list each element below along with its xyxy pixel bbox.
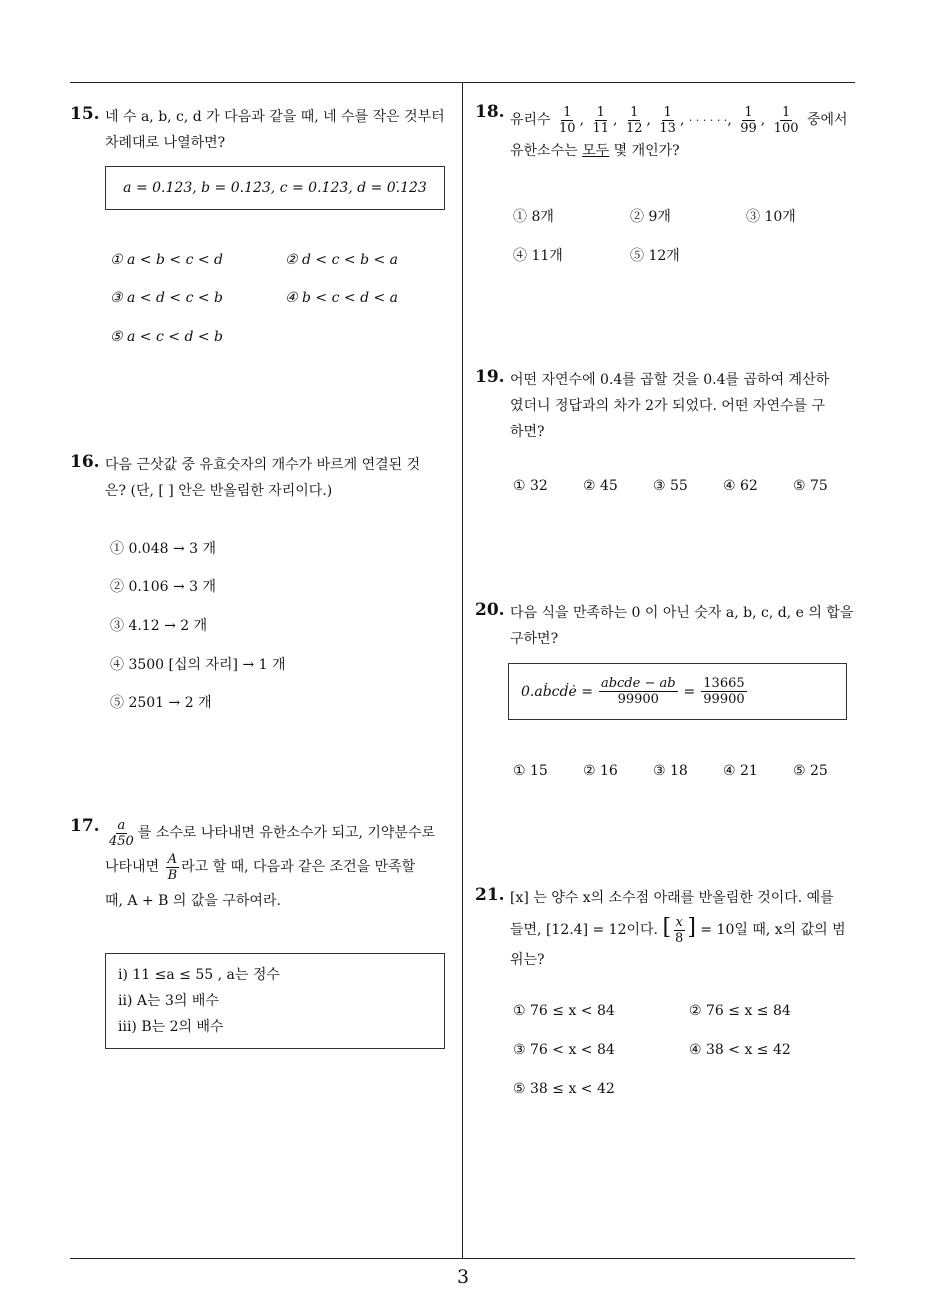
question-number: 18. xyxy=(475,102,505,122)
question-17 xyxy=(70,816,455,1056)
fraction-x-over-8: $\frac{x}{8}$ xyxy=(675,914,684,946)
column-divider xyxy=(462,83,463,1258)
question-number: 16. xyxy=(70,452,100,472)
option-2[interactable]: ② 45 xyxy=(583,478,618,494)
question-20 xyxy=(475,600,860,790)
question-text xyxy=(510,367,829,445)
question-text-line: 네 수 a, b, c, d 가 다음과 같을 때, 네 수를 작은 것부터 xyxy=(105,109,445,125)
given-values-box xyxy=(105,166,445,210)
option-3[interactable]: ③ 18 xyxy=(653,763,688,779)
option-1[interactable]: ① 76 ≤ x < 84 xyxy=(513,1003,615,1019)
option-5[interactable]: ⑤ a < c < d < b xyxy=(110,329,224,345)
option-3[interactable]: ③ 10개 xyxy=(746,209,796,225)
question-text xyxy=(105,452,420,504)
option-1[interactable]: ① a < b < c < d xyxy=(110,252,224,268)
question-text-line: 유한소수는 모두 몇 개인가? xyxy=(510,143,680,159)
question-text-line: 은? (단, [ ] 안은 반올림한 자리이다.) xyxy=(105,483,333,499)
option-3[interactable]: ③ 76 < x < 84 xyxy=(513,1042,615,1058)
question-21 xyxy=(475,885,860,1105)
equation-left: 0.aḃcḋė = xyxy=(521,683,593,700)
fraction: $\frac{1}{99}$ xyxy=(740,104,757,136)
fraction: $\frac{1}{100}$ xyxy=(773,104,799,136)
ellipsis: · · · · · · xyxy=(688,114,728,127)
question-text-line: 다음 근삿값 중 유효숫자의 개수가 바르게 연결된 것 xyxy=(105,457,421,473)
question-16 xyxy=(70,452,455,712)
question-text xyxy=(105,816,435,918)
question-text-line: 하면? xyxy=(510,424,545,440)
question-number: 20. xyxy=(475,600,505,620)
option-1[interactable]: ① 8개 xyxy=(513,209,554,225)
option-5[interactable]: ⑤ 25 xyxy=(793,763,828,779)
question-text xyxy=(105,104,445,156)
question-text-line: 유리수 $\frac{1}{10}$ , $\frac{1}{11}$ , $\frac{1}{12}$ , $\frac{1}{13}$ , · · · · · ·, $\frac{1}{99}$ , $\frac{1}{100}$ 중에서 xyxy=(510,104,848,136)
conditions-box xyxy=(105,953,445,1049)
question-text-line: 구하면? xyxy=(510,631,559,647)
condition-2: ii) A는 3의 배수 xyxy=(118,993,219,1009)
fraction: $\frac{1}{10}$ xyxy=(559,104,576,136)
question-text xyxy=(510,885,846,973)
option-4[interactable]: ④ 38 < x ≤ 42 xyxy=(689,1042,791,1058)
given-values: a = 0.123, b = 0.12̇3, c = 0.1̇23̇, d = 0.̇12̇3 xyxy=(123,180,427,196)
option-1[interactable]: ① 0.048 → 3 개 xyxy=(110,541,217,557)
equation-box xyxy=(508,663,847,720)
question-19 xyxy=(475,367,860,507)
fraction: $\frac{1}{11}$ xyxy=(592,104,610,136)
question-text-line: 였더니 정답과의 차가 2가 되었다. 어떤 자연수를 구 xyxy=(510,398,825,414)
option-1[interactable]: ① 32 xyxy=(513,478,548,494)
fraction-a-over-b: $\frac{A}{B}$ xyxy=(167,851,178,883)
option-5[interactable]: ⑤ 38 ≤ x < 42 xyxy=(513,1081,615,1097)
page-number: 3 xyxy=(456,1266,470,1288)
option-3[interactable]: ③ 55 xyxy=(653,478,688,494)
question-number: 17. xyxy=(70,816,100,836)
option-5[interactable]: ⑤ 12개 xyxy=(630,248,680,264)
question-text-line: [x] 는 양수 x의 소수점 아래를 반올림한 것이다. 예를 xyxy=(510,890,834,906)
question-text-line: 위는? xyxy=(510,952,545,968)
fraction: $\frac{1}{12}$ xyxy=(625,104,643,136)
question-text-line: 나타내면 $\frac{A}{B}$ 라고 할 때, 다음과 같은 조건을 만족할 xyxy=(105,851,416,883)
question-text-line: 어떤 자연수에 0.4̇를 곱할 것을 0.4를 곱하여 계산하 xyxy=(510,372,830,388)
condition-1: i) 11 ≤a ≤ 55 , a는 정수 xyxy=(118,967,280,983)
option-3[interactable]: ③ 4.12 → 2 개 xyxy=(110,618,208,634)
question-text-line: 차례대로 나열하면? xyxy=(105,135,226,151)
question-text-line: 때, A + B 의 값을 구하여라. xyxy=(105,893,281,909)
question-text-line: $\frac{a}{450}$ 를 소수로 나타내면 유한소수가 되고, 기약분수로 xyxy=(109,817,436,849)
option-4[interactable]: ④ b < c < d < a xyxy=(285,290,399,306)
option-1[interactable]: ① 15 xyxy=(513,763,548,779)
question-15 xyxy=(70,104,455,364)
option-4[interactable]: ④ 62 xyxy=(723,478,758,494)
condition-3: iii) B는 2의 배수 xyxy=(118,1019,224,1035)
bottom-rule xyxy=(70,1258,855,1259)
floor-bracket: [ xyxy=(662,915,672,940)
option-2[interactable]: ② 76 ≤ x ≤ 84 xyxy=(689,1003,791,1019)
option-2[interactable]: ② 0.106 → 3 개 xyxy=(110,579,217,595)
fraction-13665: $\frac{13665}{99900}$ xyxy=(703,676,745,707)
fraction-a-over-450: $\frac{a}{450}$ xyxy=(109,817,134,849)
option-5[interactable]: ⑤ 75 xyxy=(793,478,828,494)
question-18 xyxy=(475,102,860,272)
option-3[interactable]: ③ a < d < c < b xyxy=(110,290,224,306)
option-4[interactable]: ④ 11개 xyxy=(513,248,563,264)
option-5[interactable]: ⑤ 2501 → 2 개 xyxy=(110,695,212,711)
question-text xyxy=(510,102,848,163)
question-number: 19. xyxy=(475,367,505,387)
fraction: $\frac{1}{13}$ xyxy=(659,104,676,136)
floor-bracket: ] xyxy=(687,915,696,940)
option-2[interactable]: ② 9개 xyxy=(630,209,671,225)
equals-sign: = xyxy=(683,683,696,700)
question-number: 15. xyxy=(70,104,100,124)
question-text-line: 다음 식을 만족하는 0 이 아닌 숫자 a, b, c, d, e 의 합을 xyxy=(510,605,854,621)
underlined-word: 모두 xyxy=(582,143,610,159)
question-number: 21. xyxy=(475,885,505,905)
option-4[interactable]: ④ 3500 [십의 자리] → 1 개 xyxy=(110,657,286,673)
option-4[interactable]: ④ 21 xyxy=(723,763,758,779)
question-text xyxy=(510,600,853,652)
option-2[interactable]: ② 16 xyxy=(583,763,618,779)
fraction-abcde: $\frac{\text{abcde − ab}}{99900}$ xyxy=(600,676,676,707)
question-text-line: 들면, [12.4] = 12이다. [ $\frac{x}{8}$ ] = 10일 때, x의 값의 범 xyxy=(510,914,846,946)
option-2[interactable]: ② d < c < b < a xyxy=(285,252,399,268)
